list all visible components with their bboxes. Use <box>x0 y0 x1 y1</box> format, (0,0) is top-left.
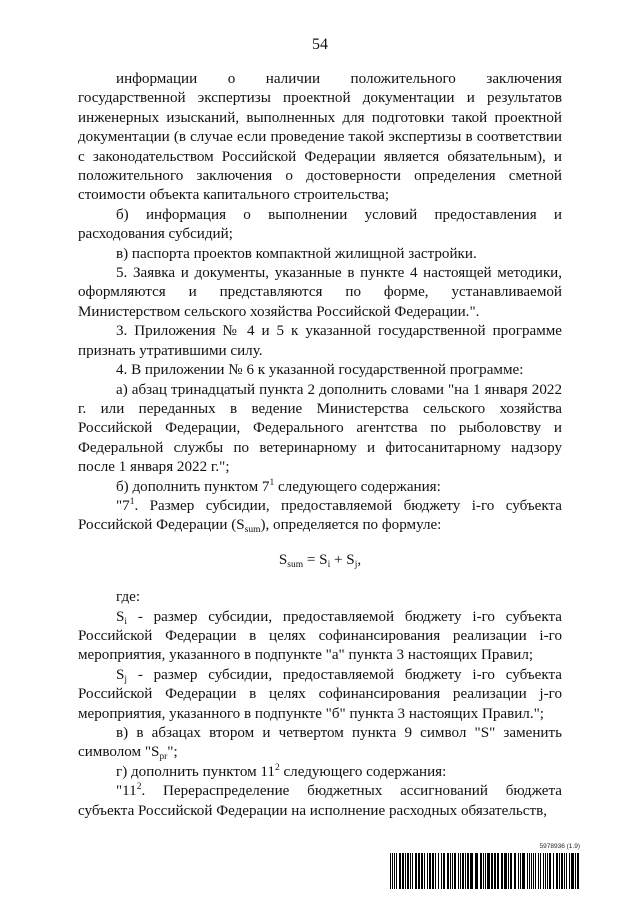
superscript: 1 <box>129 496 135 507</box>
barcode-icon <box>390 853 580 889</box>
text-run: S <box>116 608 125 625</box>
formula <box>78 551 562 570</box>
text-run: . Перераспределение бюджетных ассигнований бюджета субъекта Российской Федерации на исполнение расходных обязательств, <box>78 783 562 819</box>
paragraph <box>78 497 562 536</box>
barcode-block <box>390 843 580 889</box>
text-run: "; <box>167 744 178 761</box>
subscript: j <box>354 559 358 570</box>
paragraph <box>78 782 562 821</box>
subscript: sum <box>244 525 261 536</box>
superscript: 2 <box>136 782 142 793</box>
paragraph: информации о наличии положительного заключения государственной экспертизы проектной документации и результатов инженерных изысканий, выполненных для подготовки такой проектной документации (в случае если проведение такой экспертизы в соответствии с законодательством Российской Федерации является обязательным), и положительного заключения о достоверности определения сметной стоимости объекта капитального строительства; <box>78 71 562 204</box>
text-run: + S <box>330 551 355 568</box>
page-number: 54 <box>312 36 328 53</box>
paragraph: 5. Заявка и документы, указанные в пункте 4 настоящей методики, оформляются и представляются по форме, устанавливаемой Министерством сельского хозяйства Российской Федерации.". <box>78 265 562 320</box>
subscript: sum <box>287 559 304 570</box>
paragraph <box>78 666 562 724</box>
paragraph: 4. В приложении № 6 к указанной государственной программе: <box>116 362 524 379</box>
text-run: следующего содержания: <box>279 763 447 780</box>
text-run: следующего содержания: <box>274 478 441 495</box>
text-run: "11 <box>116 783 137 800</box>
text-run: б) дополнить пунктом 7 <box>116 478 270 495</box>
text-run: - размер субсидии, предоставляемой бюджету i-го субъекта Российской Федерации в целях софинансирования реализации i-го мероприятия, указанного в подпункте "а" пункта 3 настоящих Правил; <box>78 608 562 664</box>
paragraph: 3. Приложения № 4 и 5 к указанной государственной программе признать утратившими силу. <box>78 323 562 359</box>
subscript: i <box>327 559 331 570</box>
text-run: S <box>278 551 288 568</box>
paragraph <box>78 724 562 763</box>
text-run: , <box>357 551 362 568</box>
text-run: S <box>116 666 125 683</box>
paragraph: б) информация о выполнении условий предоставления и расходования субсидий; <box>78 206 562 243</box>
paragraph <box>78 763 562 782</box>
paragraph: где: <box>116 589 141 606</box>
text-run: г) дополнить пунктом 11 <box>116 763 275 780</box>
text-run: - размер субсидии, предоставляемой бюджету i-го субъекта Российской Федерации в целях софинансирования реализации j-го мероприятия, указанного в подпункте "б" пункта 3 настоящих Правил."; <box>78 666 562 722</box>
subscript: i <box>124 616 128 627</box>
paragraph: в) паспорта проектов компактной жилищной застройки. <box>116 245 477 262</box>
text-run: = S <box>303 551 328 568</box>
text-run: "7 <box>116 497 130 514</box>
paragraph: а) абзац тринадцатый пункта 2 дополнить словами "на 1 января 2022 г. или переданных в ведение Министерства сельского хозяйства Российской Федерации, Федерального агентства по рыболовству и Федеральной службы по ветеринарному и фитосанитарному надзору после 1 января 2022 г."; <box>78 381 562 476</box>
paragraph <box>78 478 562 497</box>
barcode-number: 5978936 (1.9) <box>539 843 580 850</box>
text-run: в) в абзацах втором и четвертом пункта 9 символ "S" заменить символом "S <box>78 725 562 761</box>
subscript: j <box>124 674 128 685</box>
text-run: . Размер субсидии, предоставляемой бюджету i-го субъекта Российской Федерации (S <box>78 497 562 534</box>
superscript: 2 <box>274 762 280 773</box>
document-body <box>78 70 562 821</box>
subscript: pr <box>159 752 168 763</box>
superscript: 1 <box>269 477 275 488</box>
text-run: ), определяется по формуле: <box>260 517 442 534</box>
paragraph <box>78 608 562 666</box>
